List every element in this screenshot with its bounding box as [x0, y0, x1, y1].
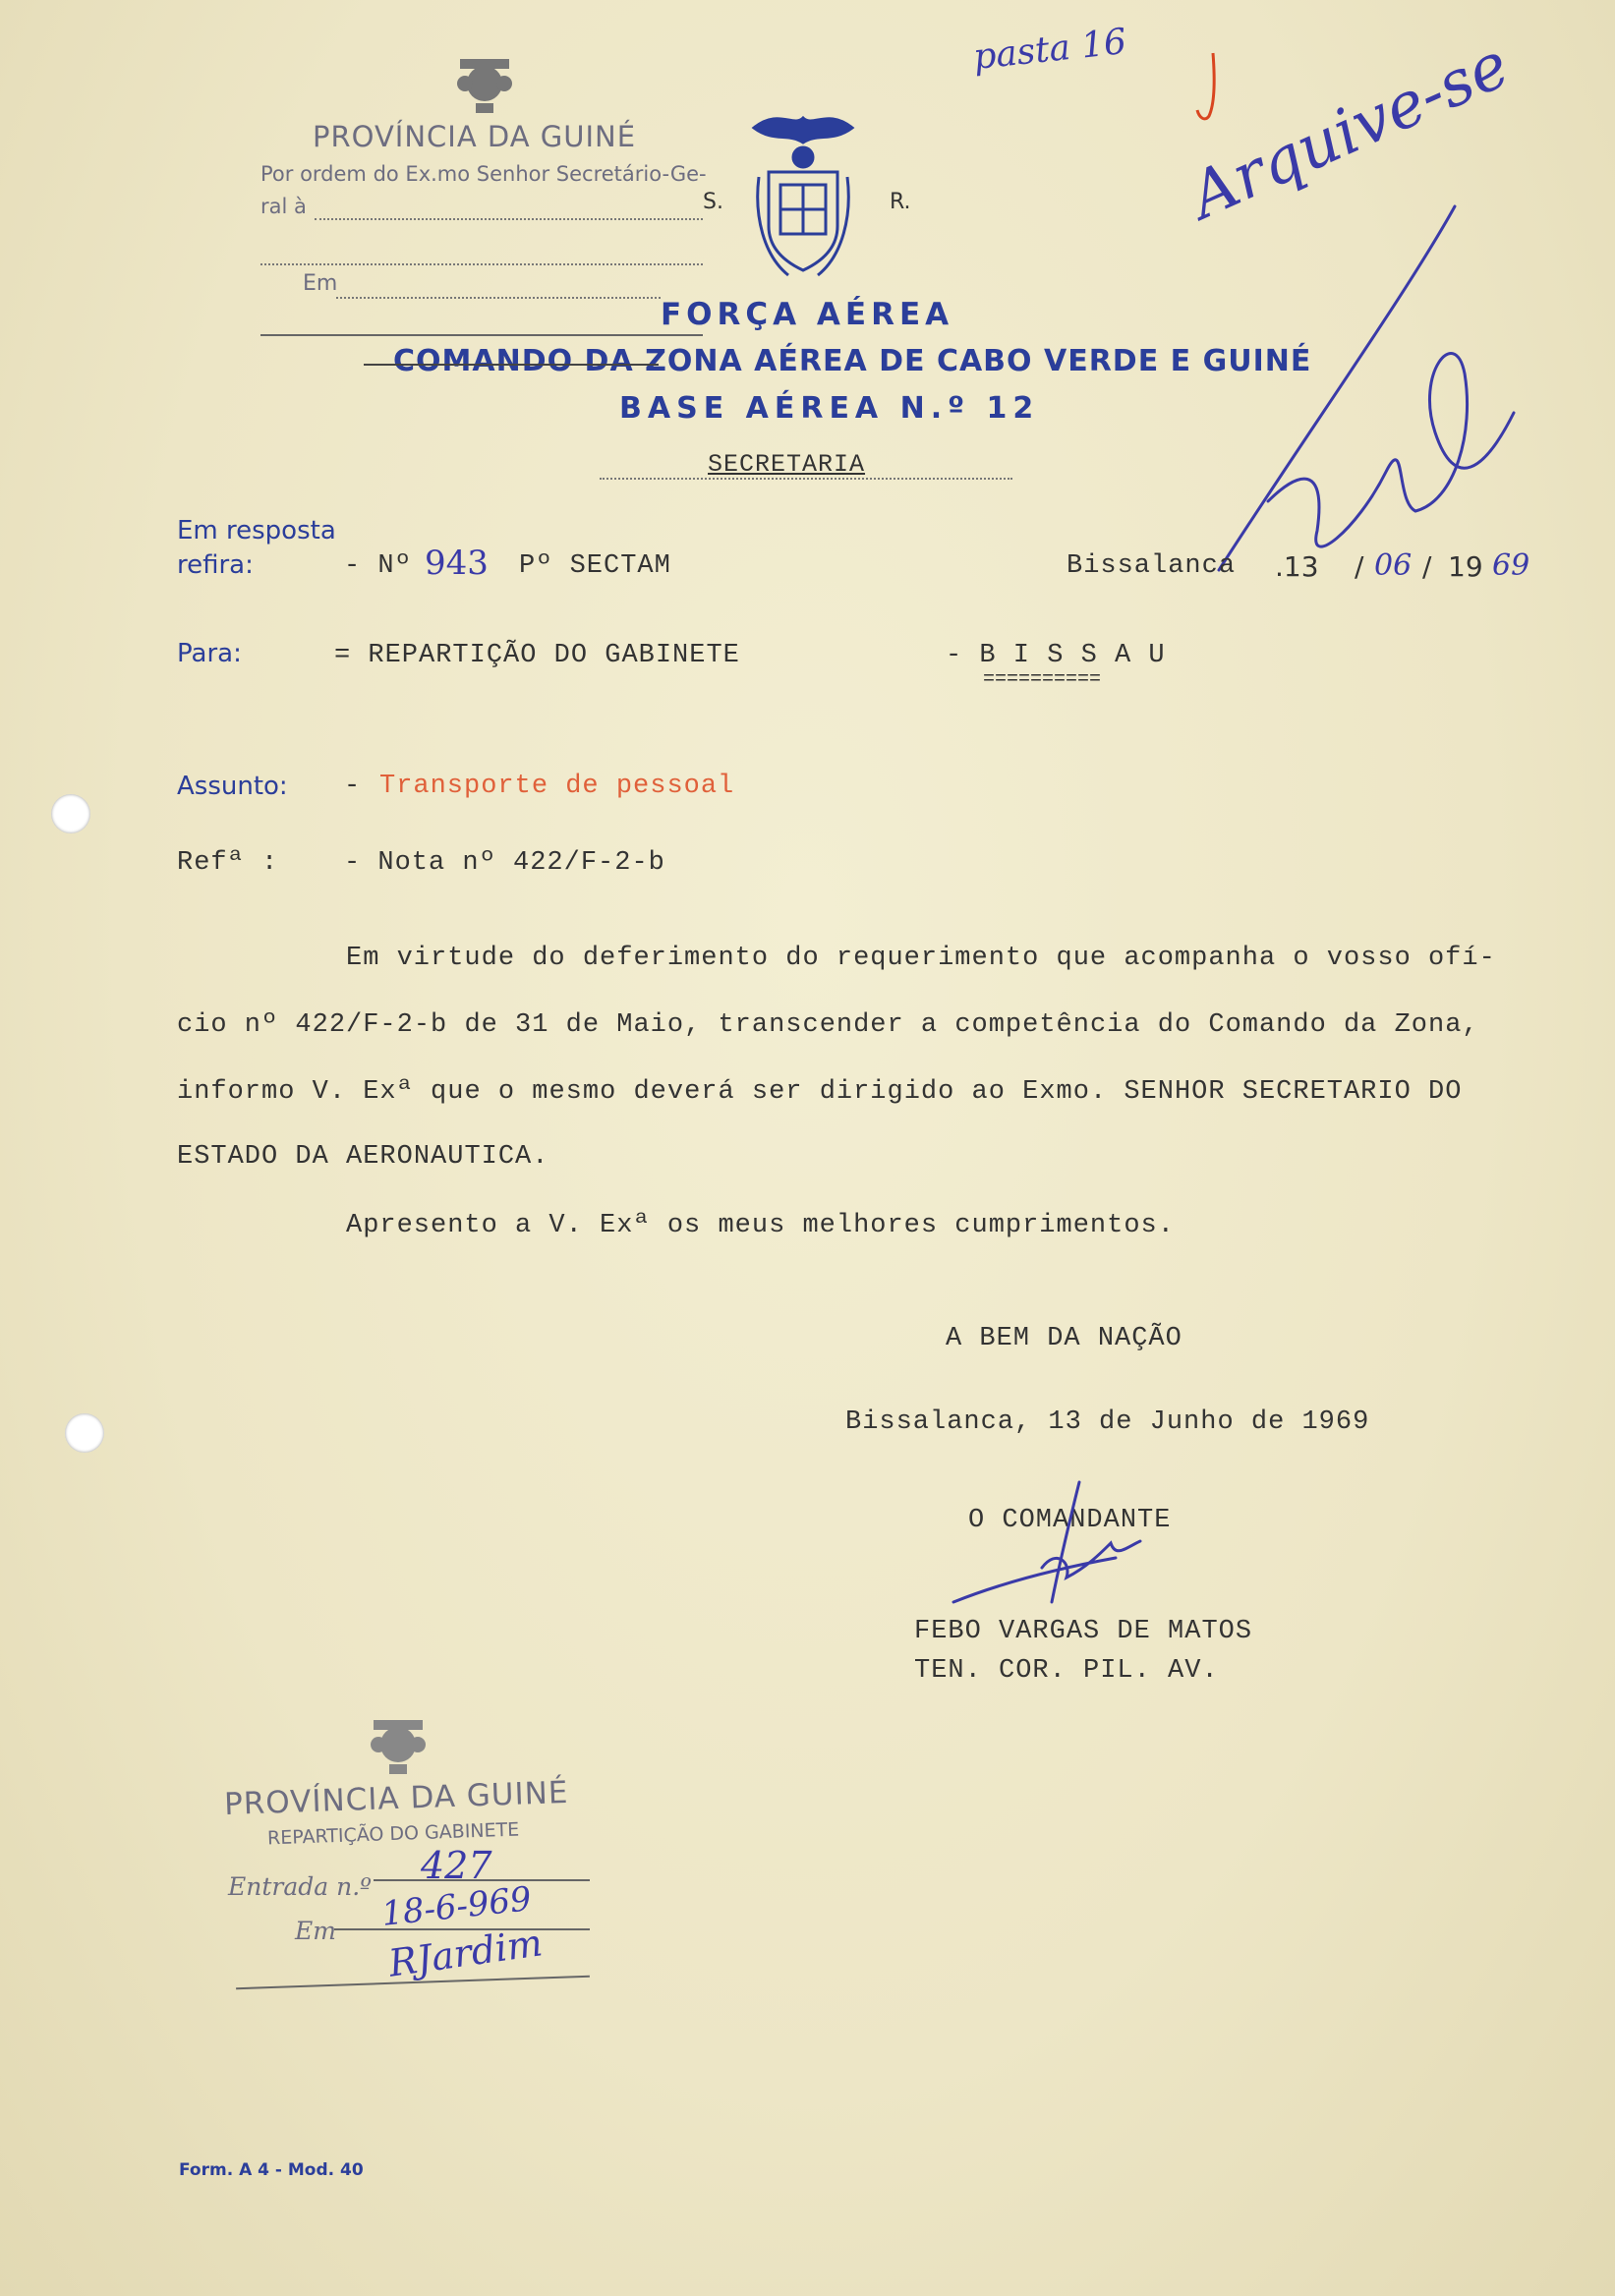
order-line-rule-2 — [260, 263, 703, 265]
receipt-date-value: 18-6-969 — [379, 1879, 534, 1934]
receipt-entry-label: Entrada n.º — [228, 1872, 372, 1901]
order-line-rule-4 — [260, 334, 703, 336]
letterhead-secretariat: SECRETARIA — [708, 450, 866, 479]
header-stamp-order-line-2: ral à — [260, 195, 307, 218]
header-stamp-s-label: S. — [703, 190, 723, 214]
receipt-date-label: Em — [295, 1917, 336, 1945]
header-date-sep-1: / — [1355, 550, 1364, 583]
header-date-sep-2: / — [1422, 550, 1432, 583]
reply-label-1: Em resposta — [177, 516, 336, 545]
signer-name: FEBO VARGAS DE MATOS — [914, 1617, 1253, 1646]
receipt-signature: RJardim — [385, 1921, 546, 1985]
receipt-entry-value: 427 — [421, 1844, 492, 1887]
receipt-department: REPARTIÇÃO DO GABINETE — [266, 1818, 520, 1850]
punch-hole-top — [51, 794, 90, 833]
top-annotation: pasta 16 — [971, 21, 1128, 79]
receipt-crest-icon — [354, 1710, 442, 1779]
subject-value: Transporte de pessoal — [379, 772, 735, 801]
signature-place-date: Bissalanca, 13 de Junho de 1969 — [845, 1407, 1370, 1437]
header-date-day: .13 — [1275, 550, 1319, 583]
approval-signature-scribble — [1160, 177, 1533, 609]
body-line-3: informo V. Exª que o mesmo deverá ser dirigido ao Exmo. SENHOR SECRETARIO DO — [177, 1077, 1463, 1107]
letterhead-strike-rule — [364, 364, 659, 366]
punch-hole-bottom — [65, 1413, 104, 1453]
body-closing: Apresento a V. Exª os meus melhores cumprimentos. — [346, 1211, 1175, 1240]
receipt-entry-rule — [374, 1879, 590, 1881]
reply-number: 943 — [425, 544, 489, 583]
subject-dash: - — [344, 772, 362, 801]
reply-suffix: Pº SECTAM — [519, 551, 671, 581]
receipt-province: PROVÍNCIA DA GUINÉ — [223, 1774, 570, 1823]
reference-label: Refª : — [177, 848, 279, 878]
reply-label-2: refira: — [177, 550, 254, 580]
header-date-month: 06 — [1374, 548, 1413, 583]
form-footer: Form. A 4 - Mod. 40 — [179, 2160, 364, 2180]
header-stamp-order-line-1: Por ordem do Ex.mo Senhor Secretário-Ge- — [260, 162, 707, 186]
reply-prefix: - Nº — [344, 551, 412, 581]
secretariat-rule — [600, 478, 1012, 480]
signer-role: O COMANDANTE — [968, 1506, 1172, 1535]
crest-icon — [440, 49, 529, 118]
destination-rule: ========== — [983, 668, 1102, 691]
order-line-rule-3 — [336, 297, 661, 299]
body-line-2: cio nº 422/F-2-b de 31 de Maio, transcender a competência do Comando da Zona, — [177, 1010, 1479, 1040]
motto: A BEM DA NAÇÃO — [946, 1324, 1182, 1353]
signer-rank: TEN. COR. PIL. AV. — [914, 1656, 1219, 1686]
header-stamp-r-label: R. — [890, 190, 911, 214]
header-place: Bissalanca — [1067, 551, 1237, 581]
red-check-mark — [1189, 49, 1229, 128]
header-date-year-prefix: 19 — [1448, 550, 1483, 583]
to-value: = REPARTIÇÃO DO GABINETE — [334, 641, 740, 670]
coat-of-arms-icon — [749, 108, 857, 280]
order-line-rule-1 — [315, 218, 703, 220]
commander-signature — [944, 1474, 1170, 1622]
body-line-1: Em virtude do deferimento do requerimento que acompanha o vosso ofí- — [346, 944, 1496, 973]
receipt-date-rule — [334, 1928, 590, 1930]
handwritten-approval: Arquive-se — [1180, 29, 1521, 234]
header-stamp-province: PROVÍNCIA DA GUINÉ — [313, 120, 637, 153]
header-stamp-em-label: Em — [303, 271, 338, 296]
destination: - B I S S A U — [946, 641, 1166, 670]
body-line-4: ESTADO DA AERONAUTICA. — [177, 1142, 549, 1172]
subject-label: Assunto: — [177, 772, 288, 801]
letterhead-command: COMANDO DA ZONA AÉREA DE CABO VERDE E GUINÉ — [393, 344, 1312, 378]
to-label: Para: — [177, 639, 242, 668]
letterhead-base: BASE AÉREA N.º 12 — [619, 391, 1040, 426]
reference-value: - Nota nº 422/F-2-b — [344, 848, 665, 878]
header-date-year-suffix: 69 — [1492, 548, 1530, 583]
letterhead-force: FORÇA AÉREA — [661, 297, 954, 332]
